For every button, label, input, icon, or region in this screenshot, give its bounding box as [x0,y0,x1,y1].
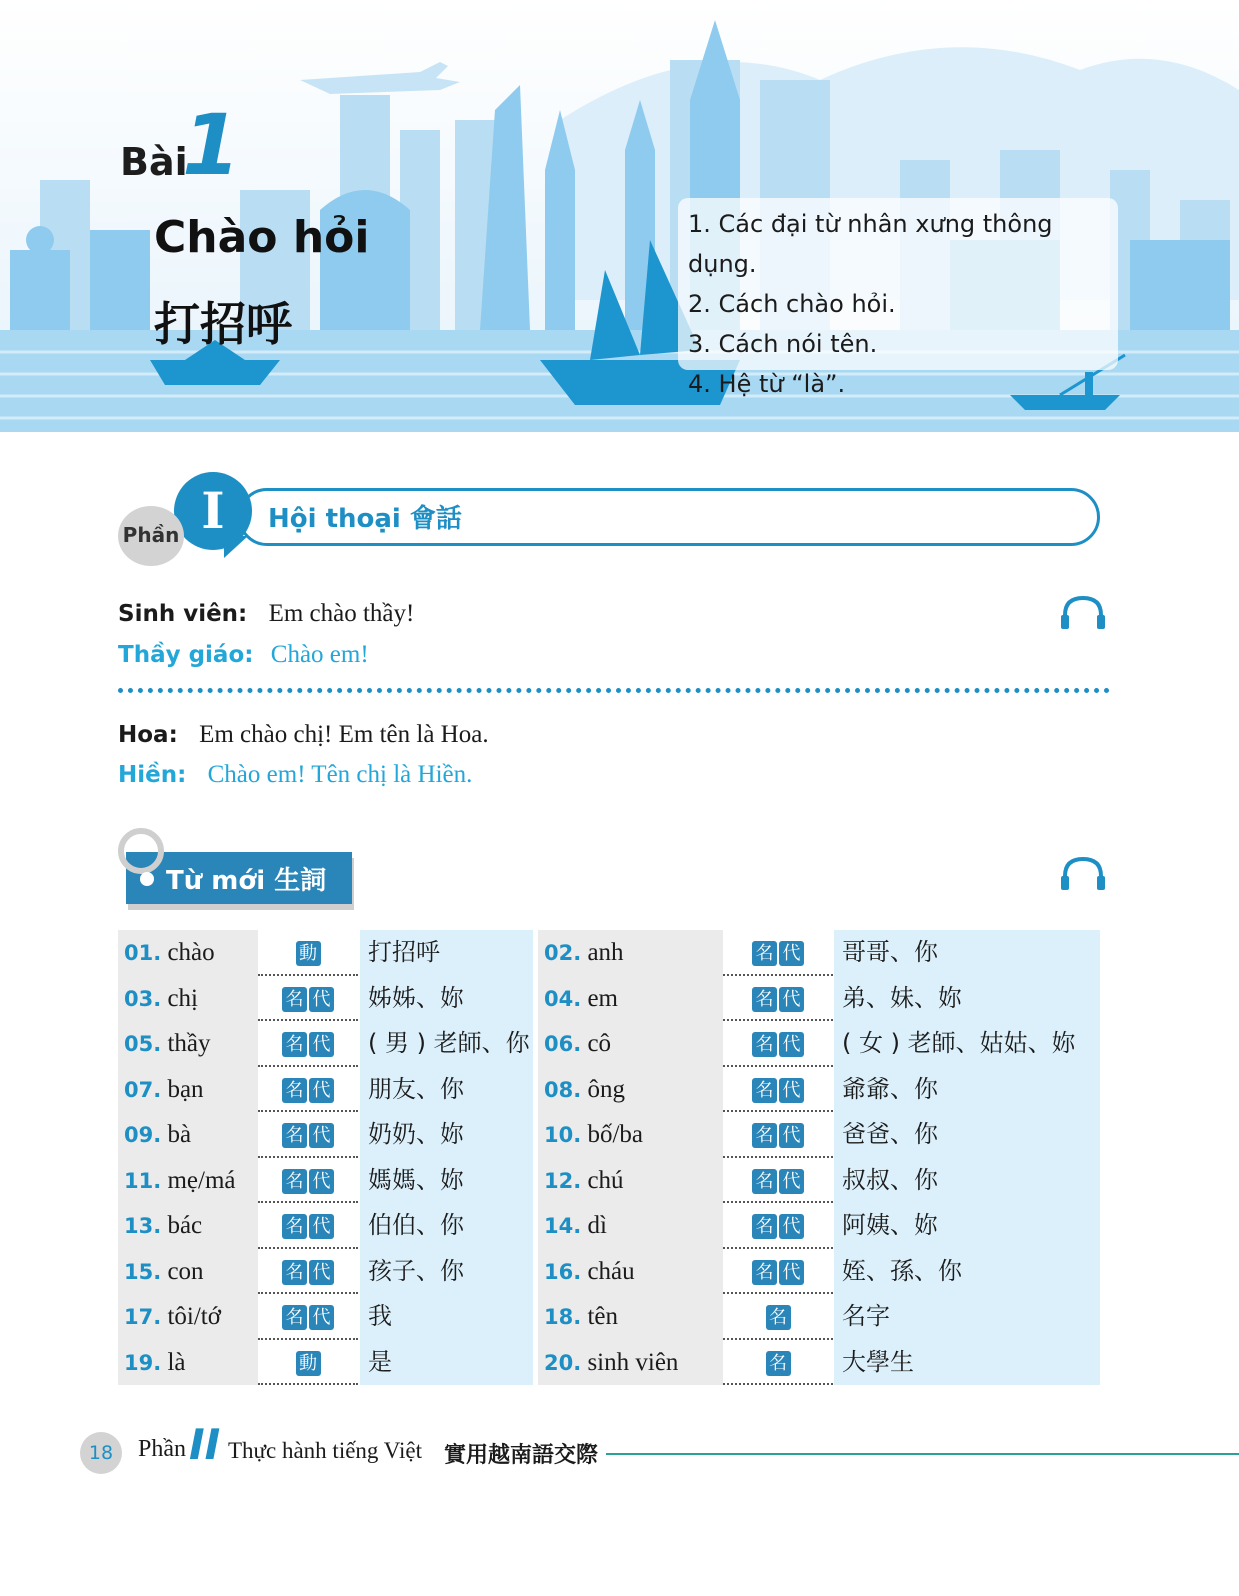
dialogue-text: Chào em! Tên chị là Hiền. [207,761,473,788]
pos-badge: 代 [779,987,804,1012]
vocab-term: chú [587,1166,624,1194]
vocab-pos [723,1112,833,1158]
vocab-word [118,1112,258,1158]
vocab-title: Từ mới 生詞 [166,866,327,896]
vocab-pos [258,976,358,1022]
pos-badge: 名 [752,987,777,1012]
vocab-meaning: 孩子、你 [360,1249,533,1295]
objective-item: 1. Các đại từ nhân xưng thông dụng. [688,210,1053,278]
vocab-number: 19. [124,1350,162,1375]
vocab-term: chị [167,984,198,1012]
pos-badge: 動 [296,1351,321,1376]
vocab-word [118,1340,258,1386]
vocab-pos [723,1340,833,1386]
table-row [118,1340,1108,1386]
tag-ring [118,828,164,874]
pos-badge: 名 [282,1078,307,1103]
pos-badge: 代 [309,987,334,1012]
pos-badge: 代 [779,1260,804,1285]
pos-badge: 名 [282,1032,307,1057]
vocab-word [118,930,258,976]
vocab-number: 20. [544,1350,582,1375]
lesson-number: 1 [182,96,241,194]
vocab-number: 07. [124,1077,162,1102]
vocab-meaning: 奶奶、妳 [360,1112,533,1158]
vocab-meaning: 阿姨、妳 [834,1203,1100,1249]
pos-badge: 名 [282,1123,307,1148]
vocab-pos [723,1203,833,1249]
vocab-number: 06. [544,1032,582,1056]
vocab-term: cô [587,1030,612,1057]
pos-badge: 名 [282,987,307,1012]
vocab-pos [258,1249,358,1295]
dialogue-divider [118,688,1110,694]
pos-badge: 動 [296,941,321,966]
vocab-meaning: 名字 [834,1294,1100,1340]
vocab-pos [723,1158,833,1204]
vocab-term: mẹ/má [167,1166,236,1194]
lesson-title-zh: 打招呼 [154,297,292,351]
vocab-word [538,1021,723,1067]
vocab-pos [723,930,833,976]
table-row [118,1112,1108,1158]
vocab-meaning: 朋友、你 [360,1067,533,1113]
vocab-meaning: 姪、孫、你 [834,1249,1100,1295]
vocab-term: bà [167,1121,192,1148]
vocab-number: 08. [544,1077,582,1102]
footer-part-title-zh: 實用越南語交際 [444,1443,599,1468]
vocab-word [538,930,723,976]
vocab-word [538,1067,723,1113]
vocab-word [538,1112,723,1158]
vocab-number: 17. [124,1305,162,1329]
pos-badge: 名 [282,1260,307,1285]
vocab-term: bố/ba [587,1121,643,1148]
footer-rule [606,1453,1239,1455]
pos-badge: 代 [309,1305,334,1330]
vocab-pos [258,1112,358,1158]
footer-part-word: Phần [138,1436,186,1462]
lesson-label: Bài [120,140,188,184]
pos-badge: 代 [779,941,804,966]
vocab-number: 16. [544,1259,582,1284]
pos-badge: 代 [779,1032,804,1057]
pos-badge: 代 [309,1214,334,1239]
vocab-table [118,930,1108,1385]
vocab-pos [258,1021,358,1067]
vocab-number: 10. [544,1123,582,1147]
vocab-meaning: 叔叔、你 [834,1158,1100,1204]
vocab-pos [258,1294,358,1340]
vocab-meaning: 爸爸、你 [834,1112,1100,1158]
table-row [118,1021,1108,1067]
vocab-word [118,1294,258,1340]
vocab-pos [258,1340,358,1386]
pos-badge: 名 [752,1078,777,1103]
pos-badge: 名 [766,1305,791,1330]
vocab-meaning: 伯伯、你 [360,1203,533,1249]
pos-badge: 代 [309,1260,334,1285]
vocab-pos [723,1294,833,1340]
vocab-number: 14. [544,1214,582,1238]
table-row [118,1067,1108,1113]
table-row [118,1249,1108,1295]
vocab-word [118,1021,258,1067]
vocab-number: 18. [544,1305,582,1329]
dialogue-line [118,641,369,669]
vocab-number: 11. [124,1168,162,1193]
pos-badge: 名 [752,941,777,966]
speaker-name: Hiền: [118,762,187,788]
vocab-term: thầy [167,1030,211,1057]
vocab-term: bạn [167,1075,204,1103]
vocab-pos [258,1067,358,1113]
table-row [118,1158,1108,1204]
vocab-word [538,976,723,1022]
vocab-word [538,1294,723,1340]
vocab-meaning: 我 [360,1294,533,1340]
objective-item: 3. Cách nói tên. [688,330,878,358]
vocab-meaning: 姊姊、妳 [360,976,533,1022]
vocab-term: cháu [587,1257,635,1285]
vocab-meaning: 弟、妹、妳 [834,976,1100,1022]
footer-part-roman: II [189,1420,221,1469]
vocab-pos [258,1158,358,1204]
vocab-pos [723,1067,833,1113]
vocab-word [118,1067,258,1113]
vocab-number: 13. [124,1214,162,1238]
vocab-pos [723,976,833,1022]
vocab-term: em [587,984,618,1012]
vocab-meaning: 大學生 [834,1340,1100,1386]
pos-badge: 名 [282,1305,307,1330]
vocab-meaning: 哥哥、你 [834,930,1100,976]
pos-badge: 名 [752,1032,777,1057]
vocab-pos [723,1249,833,1295]
vocab-number: 12. [544,1168,582,1193]
dialogue-text: Em chào chị! Em tên là Hoa. [199,721,489,748]
vocab-meaning: 打招呼 [360,930,533,976]
section-roman-number: I [174,472,252,550]
vocab-term: anh [587,939,624,966]
section-phan-badge: Phần [118,506,184,566]
pos-badge: 名 [752,1260,777,1285]
vocab-meaning: 媽媽、妳 [360,1158,533,1204]
pos-badge: 名 [752,1169,777,1194]
vocab-number: 09. [124,1123,162,1147]
pos-badge: 代 [779,1078,804,1103]
lesson-banner [0,0,1239,440]
vocab-number: 05. [124,1032,162,1056]
vocab-word [118,1249,258,1295]
vocab-word [118,1203,258,1249]
vocab-word [538,1203,723,1249]
dialogue-text: Chào em! [270,641,369,668]
vocab-term: tôi/tớ [167,1303,221,1330]
pos-badge: 代 [309,1032,334,1057]
dialogue-text: Em chào thầy! [268,600,415,627]
objective-item: 2. Cách chào hỏi. [688,290,896,318]
vocab-term: ông [587,1075,625,1103]
vocab-term: sinh viên [587,1348,679,1376]
vocab-meaning: 是 [360,1340,533,1386]
lesson-objectives [678,198,1118,398]
pos-badge: 名 [282,1214,307,1239]
pos-badge: 代 [779,1123,804,1148]
vocab-term: bác [167,1212,203,1239]
pos-badge: 代 [779,1214,804,1239]
pos-badge: 代 [779,1169,804,1194]
objective-item: 4. Hệ từ “là”. [688,370,846,398]
pos-badge: 名 [766,1351,791,1376]
vocab-pos [723,1021,833,1067]
vocab-word [118,976,258,1022]
vocab-pos [258,930,358,976]
vocab-pos [258,1203,358,1249]
pos-badge: 代 [309,1078,334,1103]
vocab-header [118,828,358,916]
dialogue-line [118,600,414,628]
vocab-number: 03. [124,986,162,1011]
pos-badge: 名 [282,1169,307,1194]
vocab-term: con [167,1257,204,1285]
pos-badge: 名 [752,1123,777,1148]
vocab-term: là [167,1348,186,1376]
vocab-word [118,1158,258,1204]
table-row [118,976,1108,1022]
vocab-number: 02. [544,941,582,965]
table-row [118,1203,1108,1249]
pos-badge: 代 [309,1169,334,1194]
lesson-title: Chào hỏi [154,212,370,263]
pos-badge: 代 [309,1123,334,1148]
vocab-meaning: 爺爺、你 [834,1067,1100,1113]
pos-badge: 名 [752,1214,777,1239]
vocab-term: tên [587,1303,618,1330]
vocab-meaning: ( 男 ) 老師、你 [360,1021,533,1067]
headphones-icon[interactable] [1060,856,1106,892]
page-number: 18 [80,1432,122,1474]
vocab-number: 15. [124,1259,162,1284]
vocab-word [538,1158,723,1204]
vocab-number: 01. [124,941,162,965]
dialogue-line [118,761,472,789]
footer-part-title: Thực hành tiếng Việt [228,1438,422,1463]
vocab-word [538,1249,723,1295]
dialogue-line [118,721,489,749]
vocab-meaning: ( 女 ) 老師、姑姑、妳 [834,1021,1100,1067]
vocab-term: dì [587,1212,607,1239]
section-title: Hội thoại 會話 [268,504,462,534]
table-row [118,1294,1108,1340]
vocab-number: 04. [544,986,582,1011]
headphones-icon[interactable] [1060,595,1106,631]
speaker-name: Thầy giáo: [118,642,254,668]
table-row [118,930,1108,976]
section-header [118,470,1118,570]
speaker-name: Sinh viên: [118,601,248,627]
vocab-term: chào [167,939,215,966]
speaker-name: Hoa: [118,722,178,748]
vocab-word [538,1340,723,1386]
